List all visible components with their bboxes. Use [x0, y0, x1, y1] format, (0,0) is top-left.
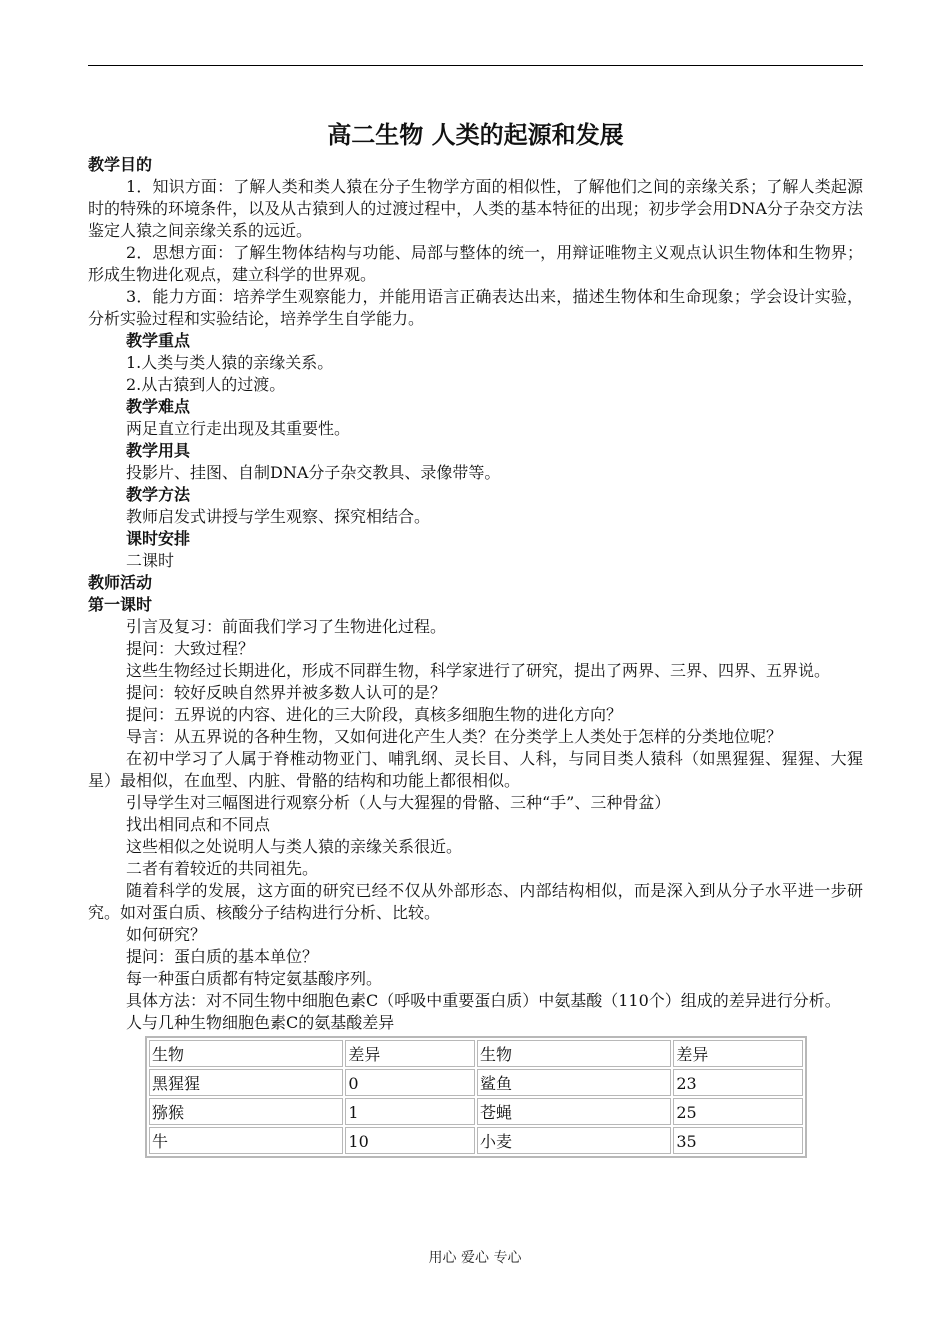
purpose-knowledge: 1．知识方面：了解人类和类人猿在分子生物学方面的相似性，了解他们之间的亲缘关系；了解人类起源时的特殊的环境条件，以及从古猿到人的过渡过程中，人类的基本特征的出现；初步学会用DNA分子杂交方法鉴定人猿之间亲缘关系的远近。	[88, 177, 863, 240]
method-text: 教师启发式讲授与学生观察、探究相结合。	[126, 507, 431, 526]
lesson-paragraph: 提问：蛋白质的基本单位？	[126, 947, 319, 966]
table-cell: 0	[345, 1069, 475, 1096]
key-points-heading: 教学重点	[126, 331, 191, 350]
purpose-ability: 3．能力方面：培养学生观察能力，并能用语言正确表达出来，描述生物体和生命现象；学会设计实验，分析实验过程和实验结论，培养学生自学能力。	[88, 287, 863, 328]
cytochrome-c-table	[145, 1036, 807, 1158]
table-cell: 黑猩猩	[149, 1069, 343, 1096]
lesson-paragraph: 引言及复习：前面我们学习了生物进化过程。	[126, 617, 447, 636]
page-footer: 用心 爱心 专心	[428, 1250, 522, 1266]
lesson-paragraph: 如何研究？	[126, 925, 207, 944]
table-row	[149, 1098, 803, 1125]
tools-heading: 教学用具	[126, 441, 191, 460]
schedule-text: 二课时	[126, 551, 175, 570]
table-cell: 1	[345, 1098, 475, 1125]
table-cell: 牛	[149, 1127, 343, 1154]
lesson-paragraph: 二者有着较近的共同祖先。	[126, 859, 319, 878]
table-cell: 35	[673, 1127, 803, 1154]
activity-heading: 教师活动	[88, 573, 153, 592]
purpose-thought: 2．思想方面：了解生物体结构与功能、局部与整体的统一，用辩证唯物主义观点认识生物体和生物界；形成生物进化观点，建立科学的世界观。	[88, 243, 863, 284]
table-header-cell: 差异	[673, 1040, 803, 1067]
lesson-paragraph: 随着科学的发展，这方面的研究已经不仅从外部形态、内部结构相似，而是深入到从分子水平进一步研究。如对蛋白质、核酸分子结构进行分析、比较。	[88, 881, 863, 922]
table-cell: 鲨鱼	[477, 1069, 671, 1096]
lesson-paragraph: 在初中学习了人属于脊椎动物亚门、哺乳纲、灵长目、人科，与同目类人猿科（如黑猩猩、猩猩、大猩星）最相似，在血型、内脏、骨骼的结构和功能上都很相似。	[88, 749, 863, 790]
purpose-heading: 教学目的	[88, 155, 153, 174]
lesson-paragraph: 提问：五界说的内容、进化的三大阶段，真核多细胞生物的进化方向？	[126, 705, 623, 724]
lesson-paragraph: 提问：较好反映自然界并被多数人认可的是？	[126, 683, 447, 702]
difficulty-text: 两足直立行走出现及其重要性。	[126, 419, 351, 438]
key-point-item: 2.从古猿到人的过渡。	[126, 375, 286, 394]
lesson-paragraph: 提问：大致过程？	[126, 639, 255, 658]
table-caption: 人与几种生物细胞色素C的氨基酸差异	[126, 1013, 395, 1032]
table-header-row	[149, 1040, 803, 1067]
lesson-paragraph: 具体方法：对不同生物中细胞色素C（呼吸中重要蛋白质）中氨基酸（110个）组成的差异进行分析。	[126, 991, 841, 1010]
lesson-paragraph: 导言：从五界说的各种生物，又如何进化产生人类？在分类学上人类处于怎样的分类地位呢？	[126, 727, 783, 746]
lesson-paragraph: 引导学生对三幅图进行观察分析（人与大猩猩的骨骼、三种“手”、三种骨盆）	[126, 793, 671, 812]
lesson-paragraph: 每一种蛋白质都有特定氨基酸序列。	[126, 969, 383, 988]
table-header-cell: 生物	[477, 1040, 671, 1067]
table-cell: 苍蝇	[477, 1098, 671, 1125]
key-point-item: 1.人类与类人猿的亲缘关系。	[126, 353, 334, 372]
tools-text: 投影片、挂图、自制DNA分子杂交教具、录像带等。	[126, 463, 501, 482]
table-row	[149, 1127, 803, 1154]
schedule-heading: 课时安排	[126, 529, 191, 548]
table-row	[149, 1069, 803, 1096]
table-cell: 10	[345, 1127, 475, 1154]
document-body	[88, 118, 863, 1158]
table-header-cell: 生物	[149, 1040, 343, 1067]
table-cell: 猕猴	[149, 1098, 343, 1125]
table-cell: 23	[673, 1069, 803, 1096]
header-rule	[88, 65, 863, 66]
lesson1-heading: 第一课时	[88, 595, 153, 614]
table-cell: 小麦	[477, 1127, 671, 1154]
table-cell: 25	[673, 1098, 803, 1125]
page-title: 高二生物 人类的起源和发展	[327, 120, 624, 149]
lesson-paragraph: 找出相同点和不同点	[126, 815, 271, 834]
method-heading: 教学方法	[126, 485, 191, 504]
difficulty-heading: 教学难点	[126, 397, 191, 416]
table-header-cell: 差异	[345, 1040, 475, 1067]
lesson-paragraph: 这些生物经过长期进化，形成不同群生物，科学家进行了研究，提出了两界、三界、四界、五界说。	[126, 661, 831, 680]
lesson-paragraph: 这些相似之处说明人与类人猿的亲缘关系很近。	[126, 837, 463, 856]
